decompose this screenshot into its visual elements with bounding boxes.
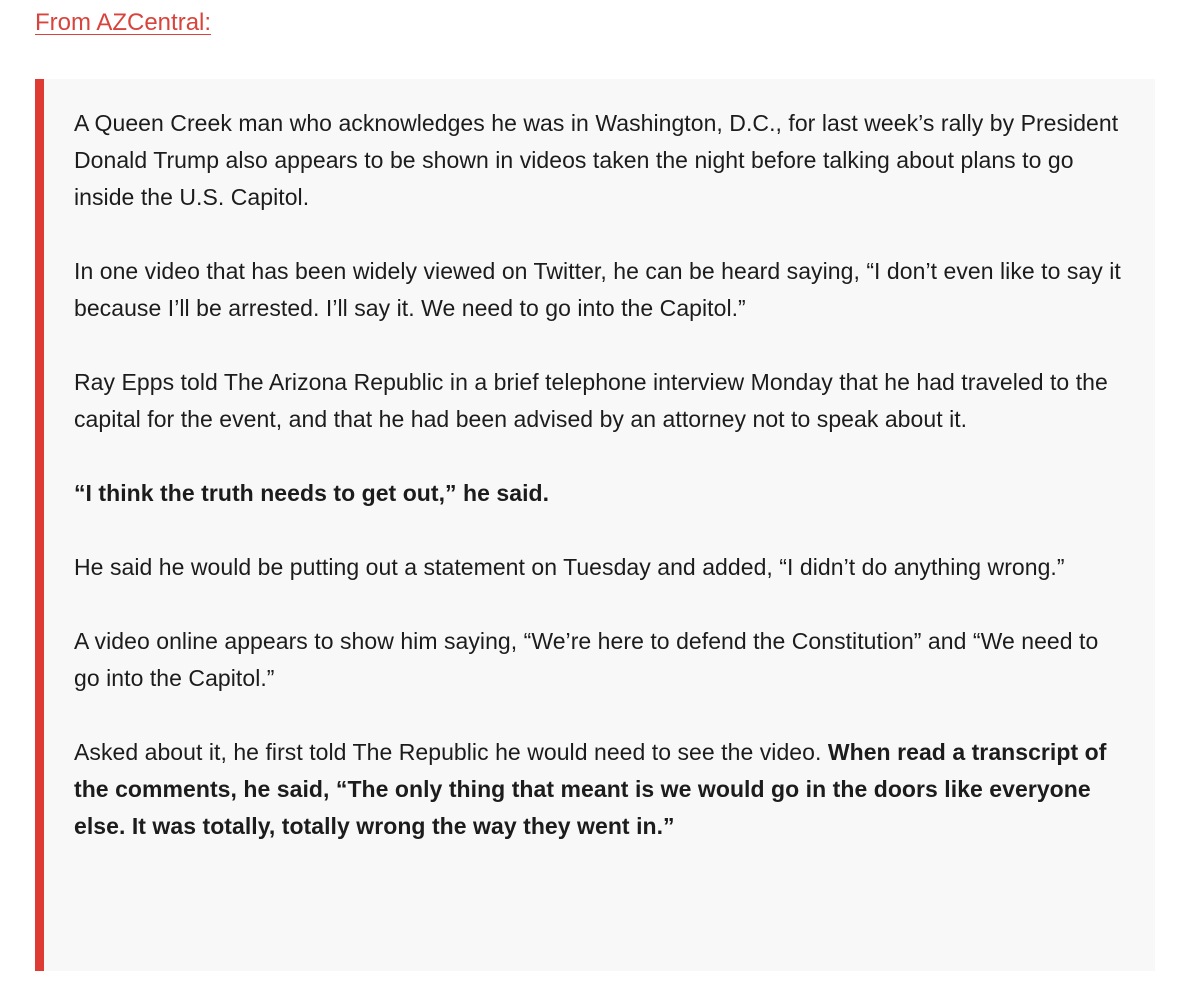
quote-paragraph-4-bold — [74, 475, 1125, 512]
quote-paragraph-5: He said he would be putting out a statement on Tuesday and added, “I didn’t do anything wrong.” — [74, 554, 1065, 580]
article-blockquote — [35, 79, 1155, 971]
quote-paragraph-6: A video online appears to show him saying, “We’re here to defend the Constitution” and “We need to go into the Capitol.” — [74, 628, 1099, 691]
paragraph-7-bold-text: When read a transcript of the comments, he said, “The only thing that meant is we would go in the doors like everyone else. It was totally, totally wrong the way they went in.” — [74, 739, 1107, 839]
bold-quote-text: “I think the truth needs to get out,” he said. — [74, 480, 550, 506]
quote-paragraph-1: A Queen Creek man who acknowledges he was in Washington, D.C., for last week’s rally by President Donald Trump also appears to be shown in videos taken the night before talking about plans to go inside the U.S. Capitol. — [74, 110, 1119, 210]
quote-paragraph-3: Ray Epps told The Arizona Republic in a brief telephone interview Monday that he had traveled to the capital for the event, and that he had been advised by an attorney not to speak about it. — [74, 369, 1108, 432]
quote-paragraph-7 — [74, 734, 1125, 845]
quote-paragraph-2: In one video that has been widely viewed on Twitter, he can be heard saying, “I don’t even like to say it because I’ll be arrested. I’ll say it. We need to go into the Capitol.” — [74, 258, 1121, 321]
paragraph-7-normal-text: Asked about it, he first told The Republic he would need to see the video. — [74, 739, 828, 765]
source-link[interactable]: From AZCentral: — [35, 9, 212, 36]
